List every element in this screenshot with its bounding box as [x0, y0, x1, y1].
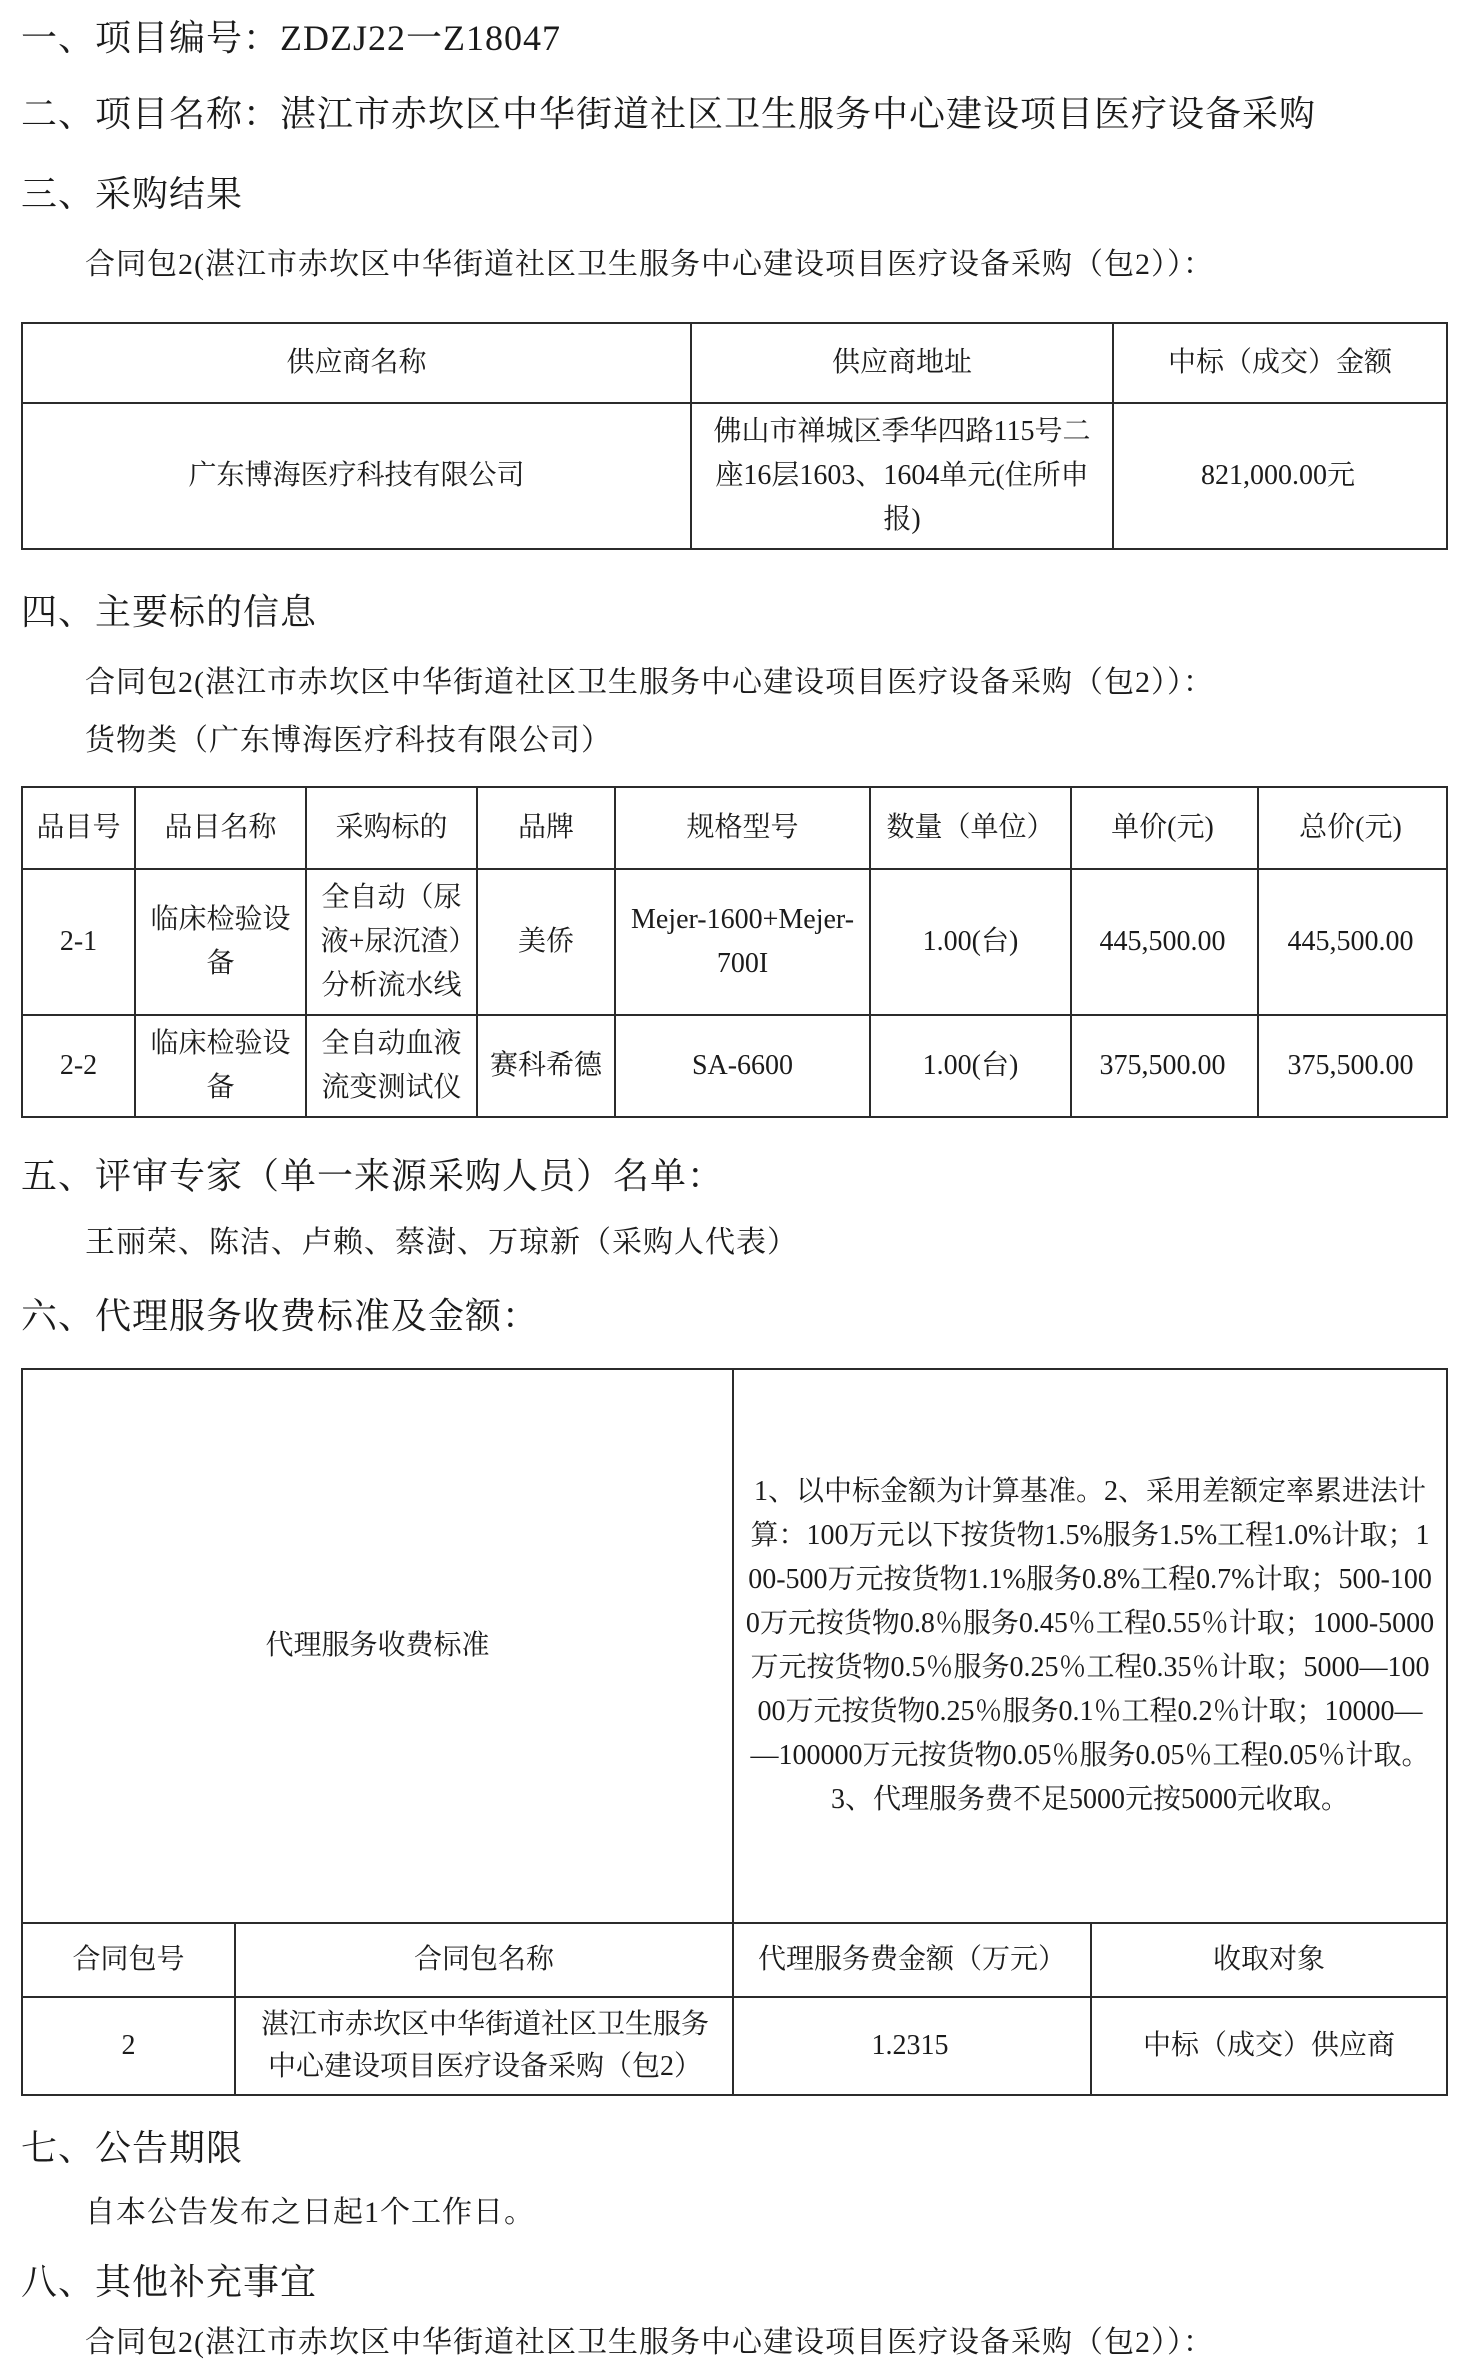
section-5-heading: 五、评审专家（单一来源采购人员）名单： [21, 1156, 725, 1196]
section-7-body: 自本公告发布之日起1个工作日。 [85, 2196, 535, 2229]
result-header-supplier-name: 供应商名称 [22, 323, 691, 403]
items-row-2 [22, 1015, 1447, 1117]
fee-standard-label-cell: 代理服务收费标准 [22, 1369, 733, 1923]
award-amount-cell: 821,000.00元 [1113, 403, 1447, 549]
section-8-body: 合同包2(湛江市赤坎区中华街道社区卫生服务中心建设项目医疗设备采购（包2））： [85, 2326, 1214, 2359]
section-4-heading: 四、主要标的信息 [21, 592, 318, 632]
fee-standard-text-cell: 1、以中标金额为计算基准。2、采用差额定率累进法计算：100万元以下按货物1.5%服务1.5%工程1.0%计取；100-500万元按货物1.1%服务0.8%工程0.7%计取；500-1000万元按货物0.8％服务0.45％工程0.55％计取；1000-5000万元按货物0.5％服务0.25％工程0.35％计取；5000—10000万元按货物0.25％服务0.1％工程0.2％计取；10000——100000万元按货物0.05％服务0.05％工程0.05％计取。3、代理服务费不足5000元按5000元收取。 [733, 1369, 1447, 1923]
item-quantity-cell: 1.00(台) [870, 869, 1071, 1015]
item-total-price-cell: 375,500.00 [1258, 1015, 1447, 1117]
item-name-cell: 临床检验设备 [135, 869, 306, 1015]
result-table-row [22, 403, 1447, 549]
section-1-heading: 一、项目编号：ZDZJ22一Z18047 [21, 18, 561, 58]
result-table-header-row [22, 323, 1447, 403]
section-2-heading: 二、项目名称：湛江市赤坎区中华街道社区卫生服务中心建设项目医疗设备采购 [21, 94, 1317, 134]
item-brand-cell: 赛科希德 [477, 1015, 615, 1117]
item-unit-price-cell: 445,500.00 [1071, 869, 1258, 1015]
items-table [21, 786, 1448, 1118]
fee-amount-cell: 1.2315 [733, 1997, 1091, 2095]
item-unit-price-cell: 375,500.00 [1071, 1015, 1258, 1117]
item-no-cell: 2-1 [22, 869, 135, 1015]
fee-charged-party-cell: 中标（成交）供应商 [1091, 1997, 1447, 2095]
items-header-brand: 品牌 [477, 787, 615, 869]
fee-header-package-no: 合同包号 [22, 1923, 235, 1997]
supplier-address-cell: 佛山市禅城区季华四路115号二座16层1603、1604单元(住所申报) [691, 403, 1113, 549]
item-quantity-cell: 1.00(台) [870, 1015, 1071, 1117]
section-8-heading: 八、其他补充事宜 [21, 2262, 318, 2302]
section-4-intro-goods: 货物类（广东博海医疗科技有限公司） [85, 724, 612, 757]
section-3-heading: 三、采购结果 [21, 174, 244, 214]
item-subject-cell: 全自动（尿液+尿沉渣）分析流水线 [306, 869, 477, 1015]
result-header-supplier-address: 供应商地址 [691, 323, 1113, 403]
fee-header-fee-amount: 代理服务费金额（万元） [733, 1923, 1091, 1997]
fee-header-charged-party: 收取对象 [1091, 1923, 1447, 1997]
items-header-item-name: 品目名称 [135, 787, 306, 869]
items-header-item-no: 品目号 [22, 787, 135, 869]
section-3-intro: 合同包2(湛江市赤坎区中华街道社区卫生服务中心建设项目医疗设备采购（包2））： [85, 248, 1214, 281]
item-brand-cell: 美侨 [477, 869, 615, 1015]
item-model-cell: Mejer-1600+Mejer-700I [615, 869, 870, 1015]
item-total-price-cell: 445,500.00 [1258, 869, 1447, 1015]
items-header-quantity: 数量（单位） [870, 787, 1071, 869]
supplier-name-cell: 广东博海医疗科技有限公司 [22, 403, 691, 549]
items-header-model: 规格型号 [615, 787, 870, 869]
section-7-heading: 七、公告期限 [21, 2128, 244, 2168]
items-header-subject: 采购标的 [306, 787, 477, 869]
fee-subheader-row [22, 1923, 1447, 1997]
section-6-heading: 六、代理服务收费标准及金额： [21, 1296, 540, 1336]
items-row-1 [22, 869, 1447, 1015]
item-subject-cell: 全自动血液流变测试仪 [306, 1015, 477, 1117]
items-header-unit-price: 单价(元) [1071, 787, 1258, 869]
fee-standard-row [22, 1369, 1447, 1923]
procurement-result-table [21, 322, 1448, 550]
section-5-experts: 王丽荣、陈洁、卢赖、蔡澍、万琼新（采购人代表） [85, 1226, 798, 1259]
fee-package-name-cell: 湛江市赤坎区中华街道社区卫生服务中心建设项目医疗设备采购（包2） [235, 1997, 733, 2095]
fee-package-no-cell: 2 [22, 1997, 235, 2095]
result-header-award-amount: 中标（成交）金额 [1113, 323, 1447, 403]
item-name-cell: 临床检验设备 [135, 1015, 306, 1117]
agency-fee-table [21, 1368, 1448, 2096]
fee-header-package-name: 合同包名称 [235, 1923, 733, 1997]
items-header-row [22, 787, 1447, 869]
item-no-cell: 2-2 [22, 1015, 135, 1117]
item-model-cell: SA-6600 [615, 1015, 870, 1117]
items-header-total-price: 总价(元) [1258, 787, 1447, 869]
section-4-intro-package: 合同包2(湛江市赤坎区中华街道社区卫生服务中心建设项目医疗设备采购（包2））： [85, 666, 1214, 699]
fee-data-row [22, 1997, 1447, 2095]
